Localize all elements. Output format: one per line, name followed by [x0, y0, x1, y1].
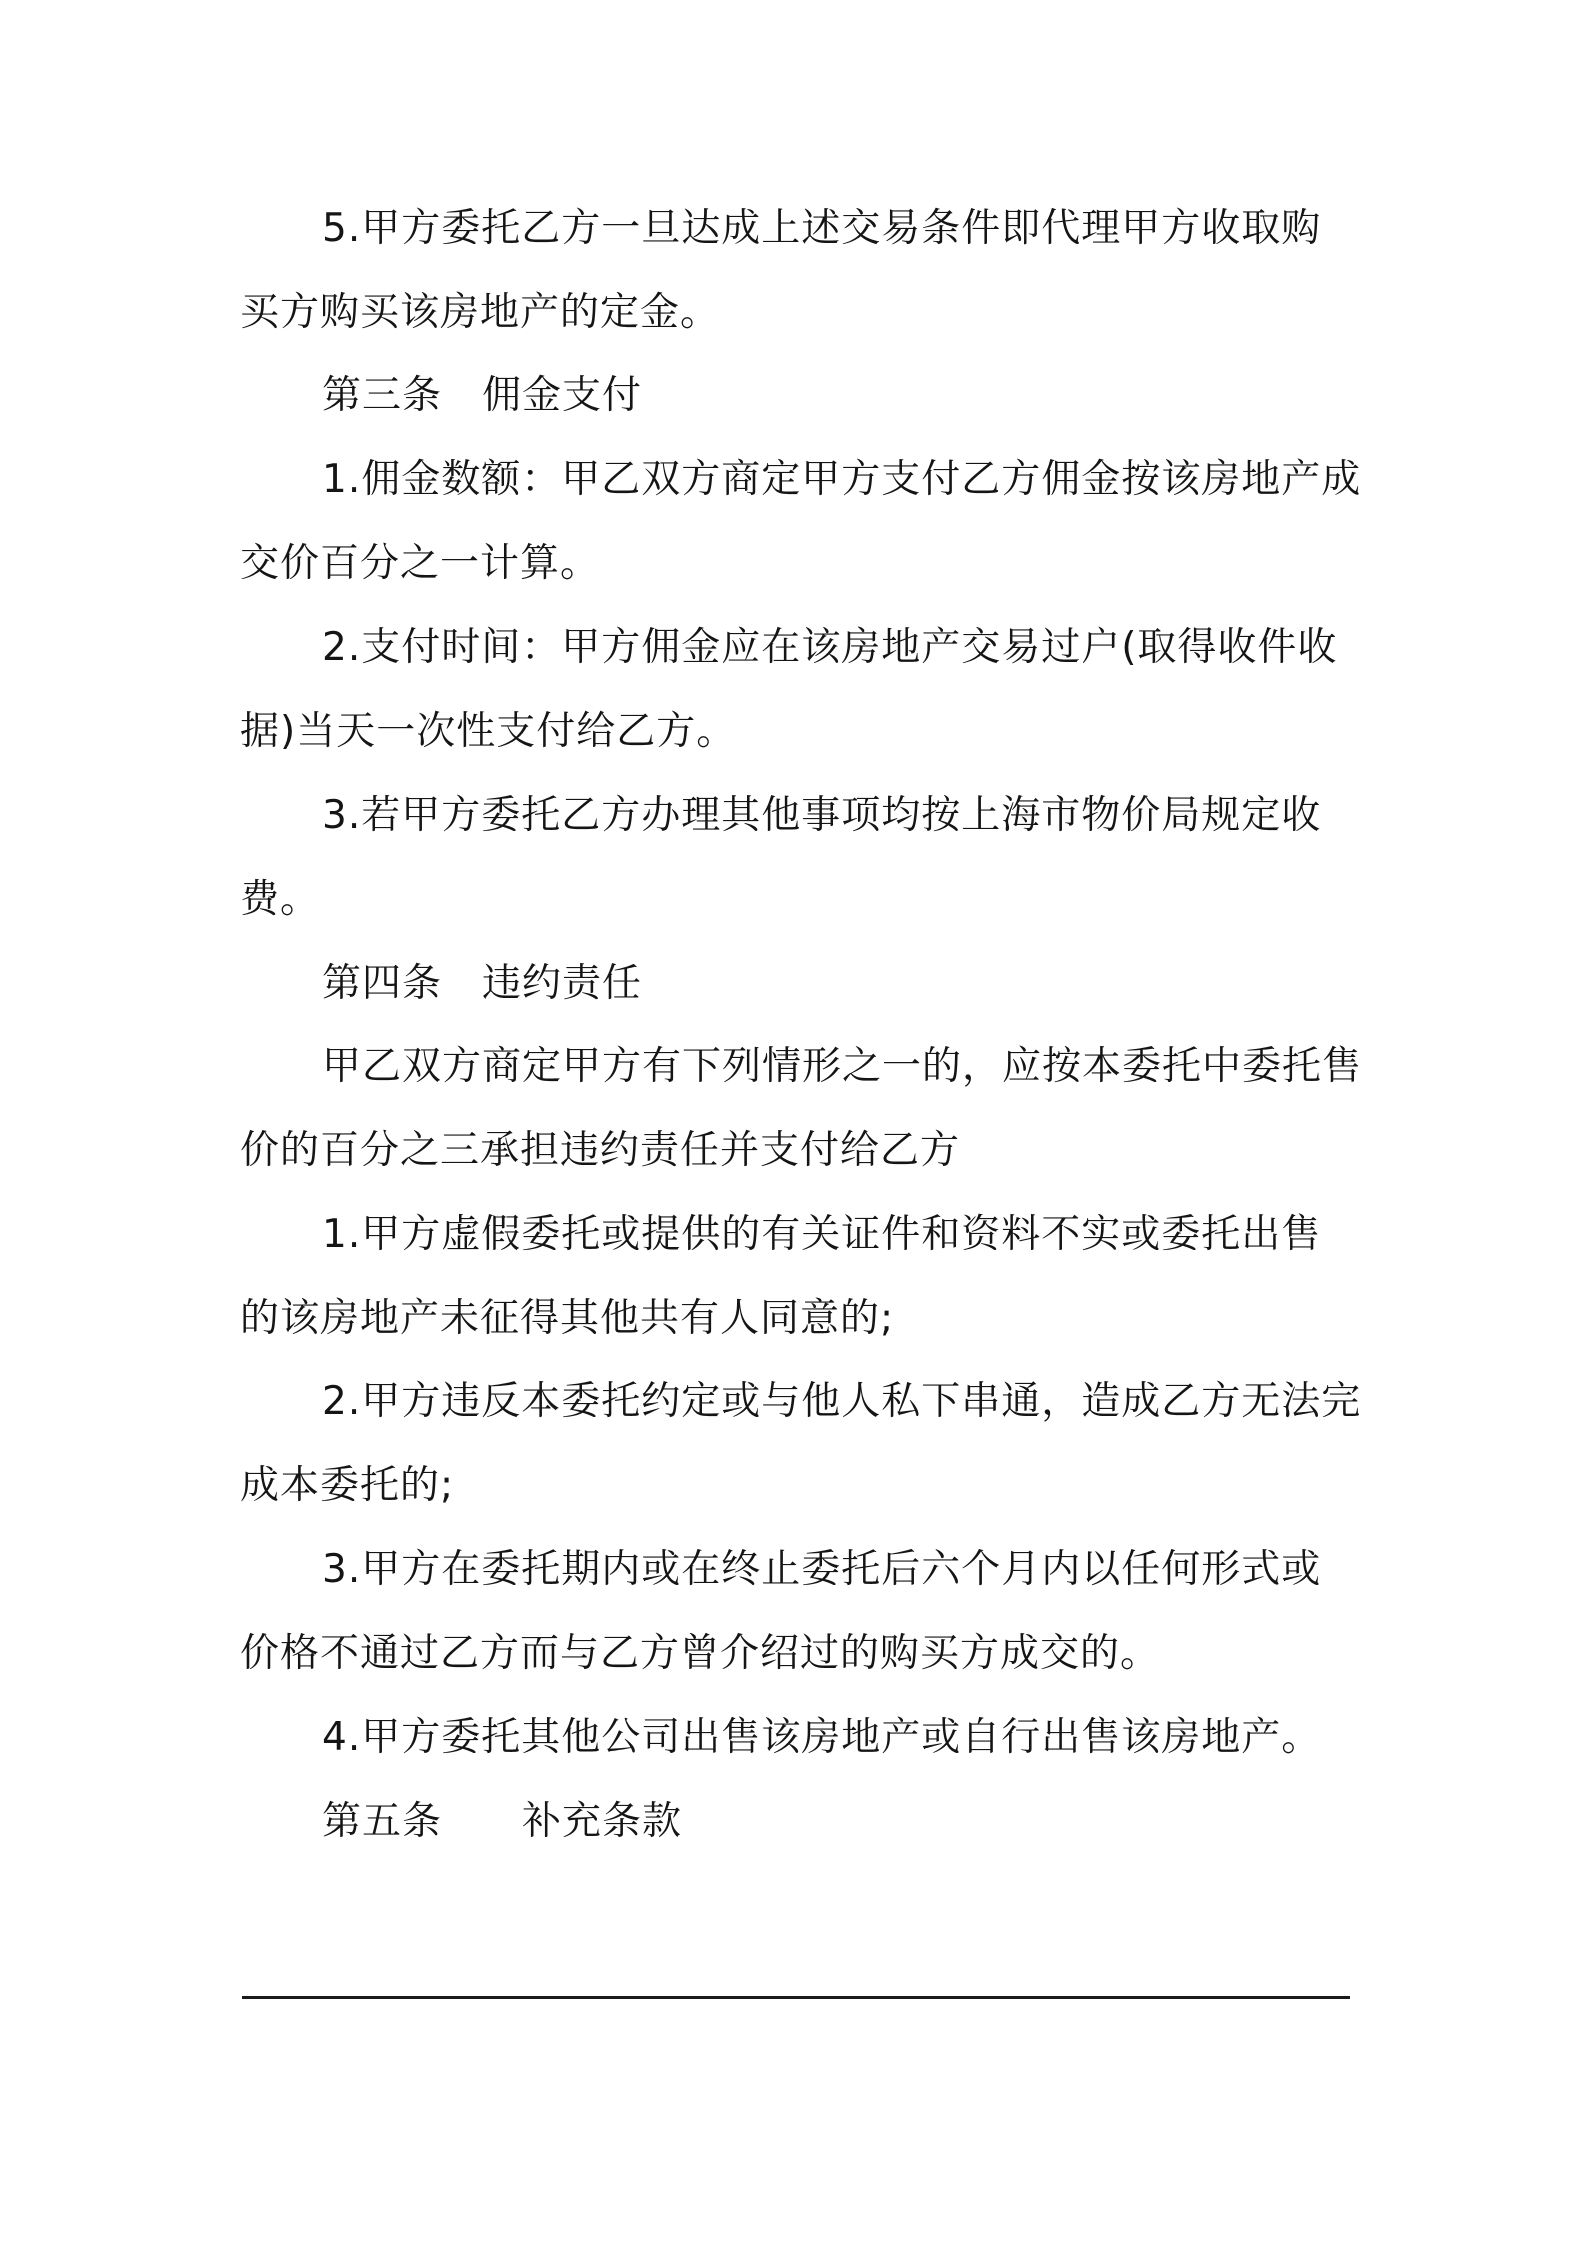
paragraph-line: 1.佣金数额：甲乙双方商定甲方支付乙方佣金按该房地产成 — [322, 457, 1362, 502]
paragraph-line: 费。 — [240, 877, 321, 922]
paragraph-line: 价格不通过乙方而与乙方曾介绍过的购买方成交的。 — [240, 1631, 1161, 1676]
section-heading: 第五条 补充条款 — [322, 1799, 683, 1844]
paragraph-line: 价的百分之三承担违约责任并支付给乙方 — [240, 1128, 961, 1173]
paragraph-line: 2.甲方违反本委托约定或与他人私下串通，造成乙方无法完 — [322, 1379, 1362, 1424]
fill-in-blank-line — [242, 1996, 1350, 1999]
paragraph-line: 3.若甲方委托乙方办理其他事项均按上海市物价局规定收 — [322, 793, 1322, 838]
paragraph-line: 3.甲方在委托期内或在终止委托后六个月内以任何形式或 — [322, 1547, 1322, 1592]
paragraph-line: 甲乙双方商定甲方有下列情形之一的，应按本委托中委托售 — [322, 1044, 1363, 1089]
paragraph-line: 5.甲方委托乙方一旦达成上述交易条件即代理甲方收取购 — [322, 206, 1322, 251]
paragraph-line: 4.甲方委托其他公司出售该房地产或自行出售该房地产。 — [322, 1715, 1322, 1760]
section-heading: 第四条 违约责任 — [322, 961, 643, 1006]
paragraph-line: 的该房地产未征得其他共有人同意的; — [240, 1296, 895, 1341]
section-heading: 第三条 佣金支付 — [322, 373, 643, 418]
paragraph-line: 交价百分之一计算。 — [240, 541, 601, 586]
paragraph-line: 1.甲方虚假委托或提供的有关证件和资料不实或委托出售 — [322, 1212, 1322, 1257]
paragraph-line: 据)当天一次性支付给乙方。 — [240, 709, 737, 754]
paragraph-line: 2.支付时间：甲方佣金应在该房地产交易过户(取得收件收 — [322, 625, 1338, 670]
paragraph-line: 成本委托的; — [240, 1463, 455, 1508]
paragraph-line: 买方购买该房地产的定金。 — [240, 290, 721, 335]
